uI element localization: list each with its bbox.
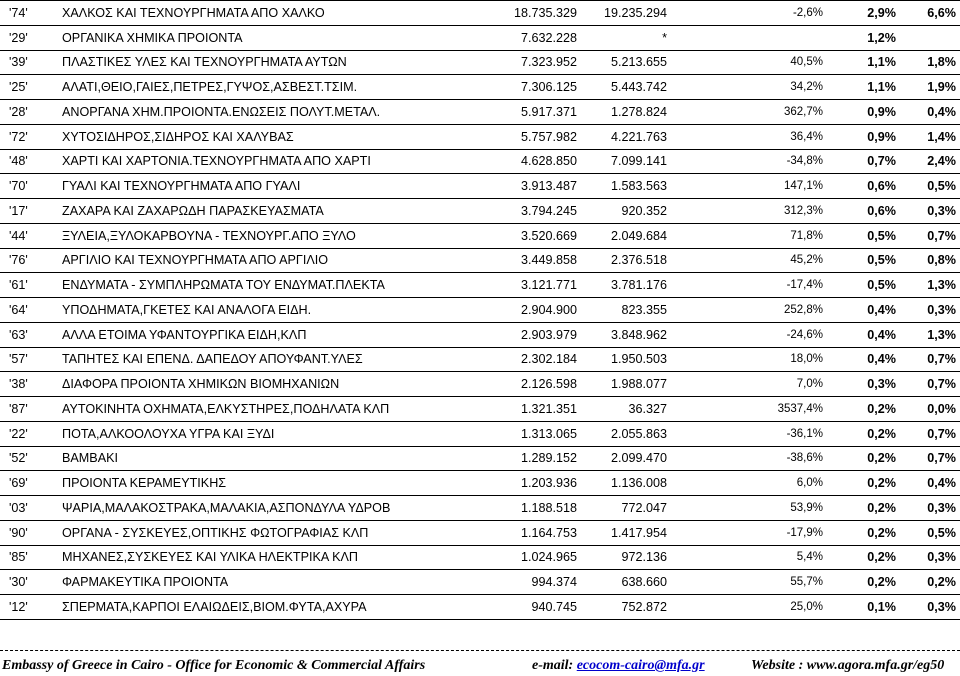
row-change: 40,5%	[753, 50, 823, 75]
row-value-1: 3.794.245	[492, 199, 577, 224]
row-code: '30'	[0, 570, 62, 595]
row-share-2: 1,8%	[896, 50, 960, 75]
row-value-2: 1.950.503	[577, 347, 667, 372]
row-change: -2,6%	[753, 1, 823, 26]
table-row	[0, 124, 960, 149]
row-value-2: 1.136.008	[577, 471, 667, 496]
row-share-1: 0,9%	[823, 124, 896, 149]
row-value-1: 1.289.152	[492, 446, 577, 471]
footer-email-label: e-mail:	[532, 658, 577, 673]
row-share-2: 0,5%	[896, 520, 960, 545]
row-value-2: 1.278.824	[577, 100, 667, 125]
row-code: '25'	[0, 75, 62, 100]
row-code: '87'	[0, 397, 62, 422]
footer-website: Website : www.agora.mfa.gr/eg50	[751, 658, 945, 673]
row-share-2: 0,7%	[896, 421, 960, 446]
row-spacer	[667, 149, 753, 174]
row-value-2: 3.848.962	[577, 322, 667, 347]
table-row	[0, 347, 960, 372]
row-value-1: 1.188.518	[492, 496, 577, 521]
row-share-2: 0,3%	[896, 595, 960, 620]
row-share-1: 0,2%	[823, 520, 896, 545]
row-value-2: 638.660	[577, 570, 667, 595]
row-value-1: 1.321.351	[492, 397, 577, 422]
row-share-2: 0,3%	[896, 545, 960, 570]
row-share-2: 0,3%	[896, 199, 960, 224]
row-name: ΠΡΟΙΟΝΤΑ ΚΕΡΑΜΕΥΤΙΚΗΣ	[62, 471, 492, 496]
row-code: '69'	[0, 471, 62, 496]
row-value-2: 19.235.294	[577, 1, 667, 26]
row-code: '74'	[0, 1, 62, 26]
row-change: 5,4%	[753, 545, 823, 570]
row-value-1: 940.745	[492, 595, 577, 620]
row-change: -24,6%	[753, 322, 823, 347]
row-share-2: 1,9%	[896, 75, 960, 100]
row-share-1: 0,3%	[823, 372, 896, 397]
row-code: '63'	[0, 322, 62, 347]
row-value-1: 18.735.329	[492, 1, 577, 26]
row-value-2: 972.136	[577, 545, 667, 570]
row-spacer	[667, 25, 753, 50]
row-share-2: 1,3%	[896, 273, 960, 298]
row-change: 362,7%	[753, 100, 823, 125]
row-value-1: 3.449.858	[492, 248, 577, 273]
row-spacer	[667, 223, 753, 248]
row-value-2: 5.443.742	[577, 75, 667, 100]
row-change: 55,7%	[753, 570, 823, 595]
row-name: ΑΝΟΡΓΑΝΑ ΧΗΜ.ΠΡΟΙΟΝΤΑ.ΕΝΩΣΕΙΣ ΠΟΛΥΤ.ΜΕΤΑΛ.	[62, 100, 492, 125]
table-row	[0, 322, 960, 347]
table-row	[0, 421, 960, 446]
row-name: ΨΑΡΙΑ,ΜΑΛΑΚΟΣΤΡΑΚΑ,ΜΑΛΑΚΙΑ,ΑΣΠΟΝΔΥΛΑ ΥΔΡΟΒ	[62, 496, 492, 521]
row-change: 7,0%	[753, 372, 823, 397]
row-name: ΔΙΑΦΟΡΑ ΠΡΟΙΟΝΤΑ ΧΗΜΙΚΩΝ ΒΙΟΜΗΧΑΝΙΩΝ	[62, 372, 492, 397]
row-change: -17,4%	[753, 273, 823, 298]
row-share-2: 0,7%	[896, 347, 960, 372]
row-share-1: 0,2%	[823, 545, 896, 570]
row-spacer	[667, 421, 753, 446]
row-code: '03'	[0, 496, 62, 521]
row-change: 6,0%	[753, 471, 823, 496]
row-share-2: 0,7%	[896, 446, 960, 471]
row-name: ΟΡΓΑΝΙΚΑ ΧΗΜΙΚΑ ΠΡΟΙΟΝΤΑ	[62, 25, 492, 50]
row-change: -34,8%	[753, 149, 823, 174]
row-value-1: 3.121.771	[492, 273, 577, 298]
row-code: '12'	[0, 595, 62, 620]
row-share-1: 0,1%	[823, 595, 896, 620]
row-value-2: 1.417.954	[577, 520, 667, 545]
row-share-1: 0,4%	[823, 298, 896, 323]
row-spacer	[667, 50, 753, 75]
row-share-2	[896, 25, 960, 50]
row-share-2: 0,3%	[896, 298, 960, 323]
row-code: '90'	[0, 520, 62, 545]
row-share-1: 2,9%	[823, 1, 896, 26]
row-share-2: 6,6%	[896, 1, 960, 26]
row-change: 45,2%	[753, 248, 823, 273]
row-spacer	[667, 174, 753, 199]
table-row	[0, 75, 960, 100]
row-spacer	[667, 496, 753, 521]
table-row	[0, 50, 960, 75]
row-spacer	[667, 545, 753, 570]
row-share-1: 0,2%	[823, 397, 896, 422]
footer-embassy: Embassy of Greece in Cairo - Office for Economic & Commercial Affairs	[2, 658, 426, 673]
table-row	[0, 100, 960, 125]
row-spacer	[667, 595, 753, 620]
row-spacer	[667, 1, 753, 26]
row-spacer	[667, 100, 753, 125]
table-row	[0, 397, 960, 422]
row-name: ΟΡΓΑΝΑ - ΣΥΣΚΕΥΕΣ,ΟΠΤΙΚΗΣ ΦΩΤΟΓΡΑΦΙΑΣ ΚΛΠ	[62, 520, 492, 545]
row-code: '85'	[0, 545, 62, 570]
row-change	[753, 25, 823, 50]
row-change: 147,1%	[753, 174, 823, 199]
row-share-1: 1,1%	[823, 75, 896, 100]
row-spacer	[667, 520, 753, 545]
row-share-2: 1,3%	[896, 322, 960, 347]
row-share-2: 0,5%	[896, 174, 960, 199]
row-share-2: 0,7%	[896, 223, 960, 248]
row-value-2: 772.047	[577, 496, 667, 521]
row-value-2: 1.583.563	[577, 174, 667, 199]
row-value-2: 823.355	[577, 298, 667, 323]
row-name: ΠΛΑΣΤΙΚΕΣ ΥΛΕΣ ΚΑΙ ΤΕΧΝΟΥΡΓΗΜΑΤΑ ΑΥΤΩΝ	[62, 50, 492, 75]
row-spacer	[667, 322, 753, 347]
row-value-2: 2.099.470	[577, 446, 667, 471]
row-value-1: 1.203.936	[492, 471, 577, 496]
row-code: '29'	[0, 25, 62, 50]
table-row	[0, 223, 960, 248]
row-spacer	[667, 298, 753, 323]
row-share-1: 0,6%	[823, 199, 896, 224]
row-value-2: 2.049.684	[577, 223, 667, 248]
row-spacer	[667, 273, 753, 298]
row-value-2: 36.327	[577, 397, 667, 422]
row-value-1: 4.628.850	[492, 149, 577, 174]
table-row	[0, 273, 960, 298]
row-value-1: 2.126.598	[492, 372, 577, 397]
row-code: '22'	[0, 421, 62, 446]
row-name: ΧΑΛΚΟΣ ΚΑΙ ΤΕΧΝΟΥΡΓΗΜΑΤΑ ΑΠΟ ΧΑΛΚΟ	[62, 1, 492, 26]
row-value-1: 1.024.965	[492, 545, 577, 570]
row-change: 36,4%	[753, 124, 823, 149]
table-row	[0, 570, 960, 595]
row-change: -38,6%	[753, 446, 823, 471]
table-row	[0, 520, 960, 545]
row-name: ΧΥΤΟΣΙΔΗΡΟΣ,ΣΙΔΗΡΟΣ ΚΑΙ ΧΑΛΥΒΑΣ	[62, 124, 492, 149]
row-share-1: 0,9%	[823, 100, 896, 125]
row-code: '44'	[0, 223, 62, 248]
row-change: 3537,4%	[753, 397, 823, 422]
row-spacer	[667, 570, 753, 595]
row-name: ΕΝΔΥΜΑΤΑ - ΣΥΜΠΛΗΡΩΜΑΤΑ ΤΟΥ ΕΝΔΥΜΑΤ.ΠΛΕΚΤΑ	[62, 273, 492, 298]
table-row	[0, 471, 960, 496]
trade-table-body	[0, 1, 960, 620]
row-share-1: 0,4%	[823, 322, 896, 347]
row-spacer	[667, 199, 753, 224]
row-share-2: 0,8%	[896, 248, 960, 273]
row-code: '70'	[0, 174, 62, 199]
row-spacer	[667, 248, 753, 273]
table-row	[0, 298, 960, 323]
row-value-2: 3.781.176	[577, 273, 667, 298]
row-name: ΦΑΡΜΑΚΕΥΤΙΚΑ ΠΡΟΙΟΝΤΑ	[62, 570, 492, 595]
row-name: ΞΥΛΕΙΑ,ΞΥΛΟΚΑΡΒΟΥΝΑ - ΤΕΧΝΟΥΡΓ.ΑΠΟ ΞΥΛΟ	[62, 223, 492, 248]
table-row	[0, 1, 960, 26]
row-name: ΒΑΜΒΑΚΙ	[62, 446, 492, 471]
row-value-1: 3.913.487	[492, 174, 577, 199]
email-link[interactable]: ecocom-cairo@mfa.gr	[576, 658, 705, 673]
row-share-2: 0,4%	[896, 471, 960, 496]
row-value-2: *	[577, 25, 667, 50]
row-share-2: 0,2%	[896, 570, 960, 595]
row-share-1: 0,2%	[823, 570, 896, 595]
row-name: ΣΠΕΡΜΑΤΑ,ΚΑΡΠΟΙ ΕΛΑΙΩΔΕΙΣ,ΒΙΟΜ.ΦΥΤΑ,ΑΧΥΡΑ	[62, 595, 492, 620]
table-row	[0, 149, 960, 174]
row-value-1: 2.302.184	[492, 347, 577, 372]
row-value-1: 2.903.979	[492, 322, 577, 347]
row-value-2: 7.099.141	[577, 149, 667, 174]
row-share-1: 0,5%	[823, 273, 896, 298]
row-code: '39'	[0, 50, 62, 75]
row-code: '28'	[0, 100, 62, 125]
row-name: ΑΥΤΟΚΙΝΗΤΑ ΟΧΗΜΑΤΑ,ΕΛΚΥΣΤΗΡΕΣ,ΠΟΔΗΛΑΤΑ ΚΛΠ	[62, 397, 492, 422]
row-name: ΧΑΡΤΙ ΚΑΙ ΧΑΡΤΟΝΙΑ.ΤΕΧΝΟΥΡΓΗΜΑΤΑ ΑΠΟ ΧΑΡΤΙ	[62, 149, 492, 174]
row-value-1: 5.757.982	[492, 124, 577, 149]
row-name: ΑΡΓΙΛΙΟ ΚΑΙ ΤΕΧΝΟΥΡΓΗΜΑΤΑ ΑΠΟ ΑΡΓΙΛΙΟ	[62, 248, 492, 273]
row-value-1: 5.917.371	[492, 100, 577, 125]
row-change: 25,0%	[753, 595, 823, 620]
row-name: ΓΥΑΛΙ ΚΑΙ ΤΕΧΝΟΥΡΓΗΜΑΤΑ ΑΠΟ ΓΥΑΛΙ	[62, 174, 492, 199]
row-name: ΥΠΟΔΗΜΑΤΑ,ΓΚΕΤΕΣ ΚΑΙ ΑΝΑΛΟΓΑ ΕΙΔΗ.	[62, 298, 492, 323]
row-share-1: 0,6%	[823, 174, 896, 199]
row-spacer	[667, 372, 753, 397]
row-value-2: 4.221.763	[577, 124, 667, 149]
row-value-1: 994.374	[492, 570, 577, 595]
row-name: ΜΗΧΑΝΕΣ,ΣΥΣΚΕΥΕΣ ΚΑΙ ΥΛΙΚΑ ΗΛΕΚΤΡΙΚΑ ΚΛΠ	[62, 545, 492, 570]
row-share-1: 1,1%	[823, 50, 896, 75]
row-share-1: 0,7%	[823, 149, 896, 174]
row-spacer	[667, 471, 753, 496]
row-value-2: 752.872	[577, 595, 667, 620]
table-row	[0, 174, 960, 199]
row-change: -36,1%	[753, 421, 823, 446]
row-name: ΤΑΠΗΤΕΣ ΚΑΙ ΕΠΕΝΔ. ΔΑΠΕΔΟΥ ΑΠΟΥΦΑΝΤ.ΥΛΕΣ	[62, 347, 492, 372]
row-name: ΠΟΤΑ,ΑΛΚΟΟΛΟΥΧΑ ΥΓΡΑ ΚΑΙ ΞΥΔΙ	[62, 421, 492, 446]
row-share-2: 0,7%	[896, 372, 960, 397]
row-value-1: 2.904.900	[492, 298, 577, 323]
table-row	[0, 496, 960, 521]
table-row	[0, 199, 960, 224]
row-value-2: 1.988.077	[577, 372, 667, 397]
footer-divider	[0, 650, 960, 651]
table-row	[0, 545, 960, 570]
row-value-1: 7.306.125	[492, 75, 577, 100]
table-row	[0, 446, 960, 471]
row-code: '64'	[0, 298, 62, 323]
row-share-2: 0,4%	[896, 100, 960, 125]
row-name: ΑΛΛΑ ΕΤΟΙΜΑ ΥΦΑΝΤΟΥΡΓΙΚΑ ΕΙΔΗ,ΚΛΠ	[62, 322, 492, 347]
row-change: 53,9%	[753, 496, 823, 521]
row-value-2: 2.376.518	[577, 248, 667, 273]
row-share-1: 0,4%	[823, 347, 896, 372]
row-code: '48'	[0, 149, 62, 174]
row-name: ΖΑΧΑΡΑ ΚΑΙ ΖΑΧΑΡΩΔΗ ΠΑΡΑΣΚΕΥΑΣΜΑΤΑ	[62, 199, 492, 224]
row-code: '76'	[0, 248, 62, 273]
row-share-1: 0,2%	[823, 496, 896, 521]
row-share-1: 0,2%	[823, 446, 896, 471]
row-value-2: 2.055.863	[577, 421, 667, 446]
row-share-2: 0,3%	[896, 496, 960, 521]
row-share-1: 0,5%	[823, 223, 896, 248]
row-value-2: 920.352	[577, 199, 667, 224]
row-value-1: 1.164.753	[492, 520, 577, 545]
row-share-1: 0,5%	[823, 248, 896, 273]
row-code: '17'	[0, 199, 62, 224]
row-code: '52'	[0, 446, 62, 471]
row-code: '61'	[0, 273, 62, 298]
row-change: 18,0%	[753, 347, 823, 372]
row-change: 252,8%	[753, 298, 823, 323]
table-row	[0, 372, 960, 397]
row-change: 34,2%	[753, 75, 823, 100]
row-share-1: 1,2%	[823, 25, 896, 50]
row-change: -17,9%	[753, 520, 823, 545]
row-value-1: 3.520.669	[492, 223, 577, 248]
row-spacer	[667, 347, 753, 372]
row-code: '57'	[0, 347, 62, 372]
row-share-2: 2,4%	[896, 149, 960, 174]
row-value-1: 7.323.952	[492, 50, 577, 75]
row-value-1: 1.313.065	[492, 421, 577, 446]
row-code: '72'	[0, 124, 62, 149]
table-row	[0, 248, 960, 273]
row-spacer	[667, 397, 753, 422]
row-spacer	[667, 124, 753, 149]
row-share-1: 0,2%	[823, 421, 896, 446]
row-name: ΑΛΑΤΙ,ΘΕΙΟ,ΓΑΙΕΣ,ΠΕΤΡΕΣ,ΓΥΨΟΣ,ΑΣΒΕΣΤ.ΤΣΙΜ.	[62, 75, 492, 100]
row-spacer	[667, 75, 753, 100]
table-row	[0, 595, 960, 620]
row-spacer	[667, 446, 753, 471]
row-value-1: 7.632.228	[492, 25, 577, 50]
row-share-2: 0,0%	[896, 397, 960, 422]
row-value-2: 5.213.655	[577, 50, 667, 75]
row-share-1: 0,2%	[823, 471, 896, 496]
row-share-2: 1,4%	[896, 124, 960, 149]
row-change: 312,3%	[753, 199, 823, 224]
row-change: 71,8%	[753, 223, 823, 248]
footer-email	[532, 656, 705, 676]
table-row	[0, 25, 960, 50]
footer	[2, 656, 958, 676]
row-code: '38'	[0, 372, 62, 397]
